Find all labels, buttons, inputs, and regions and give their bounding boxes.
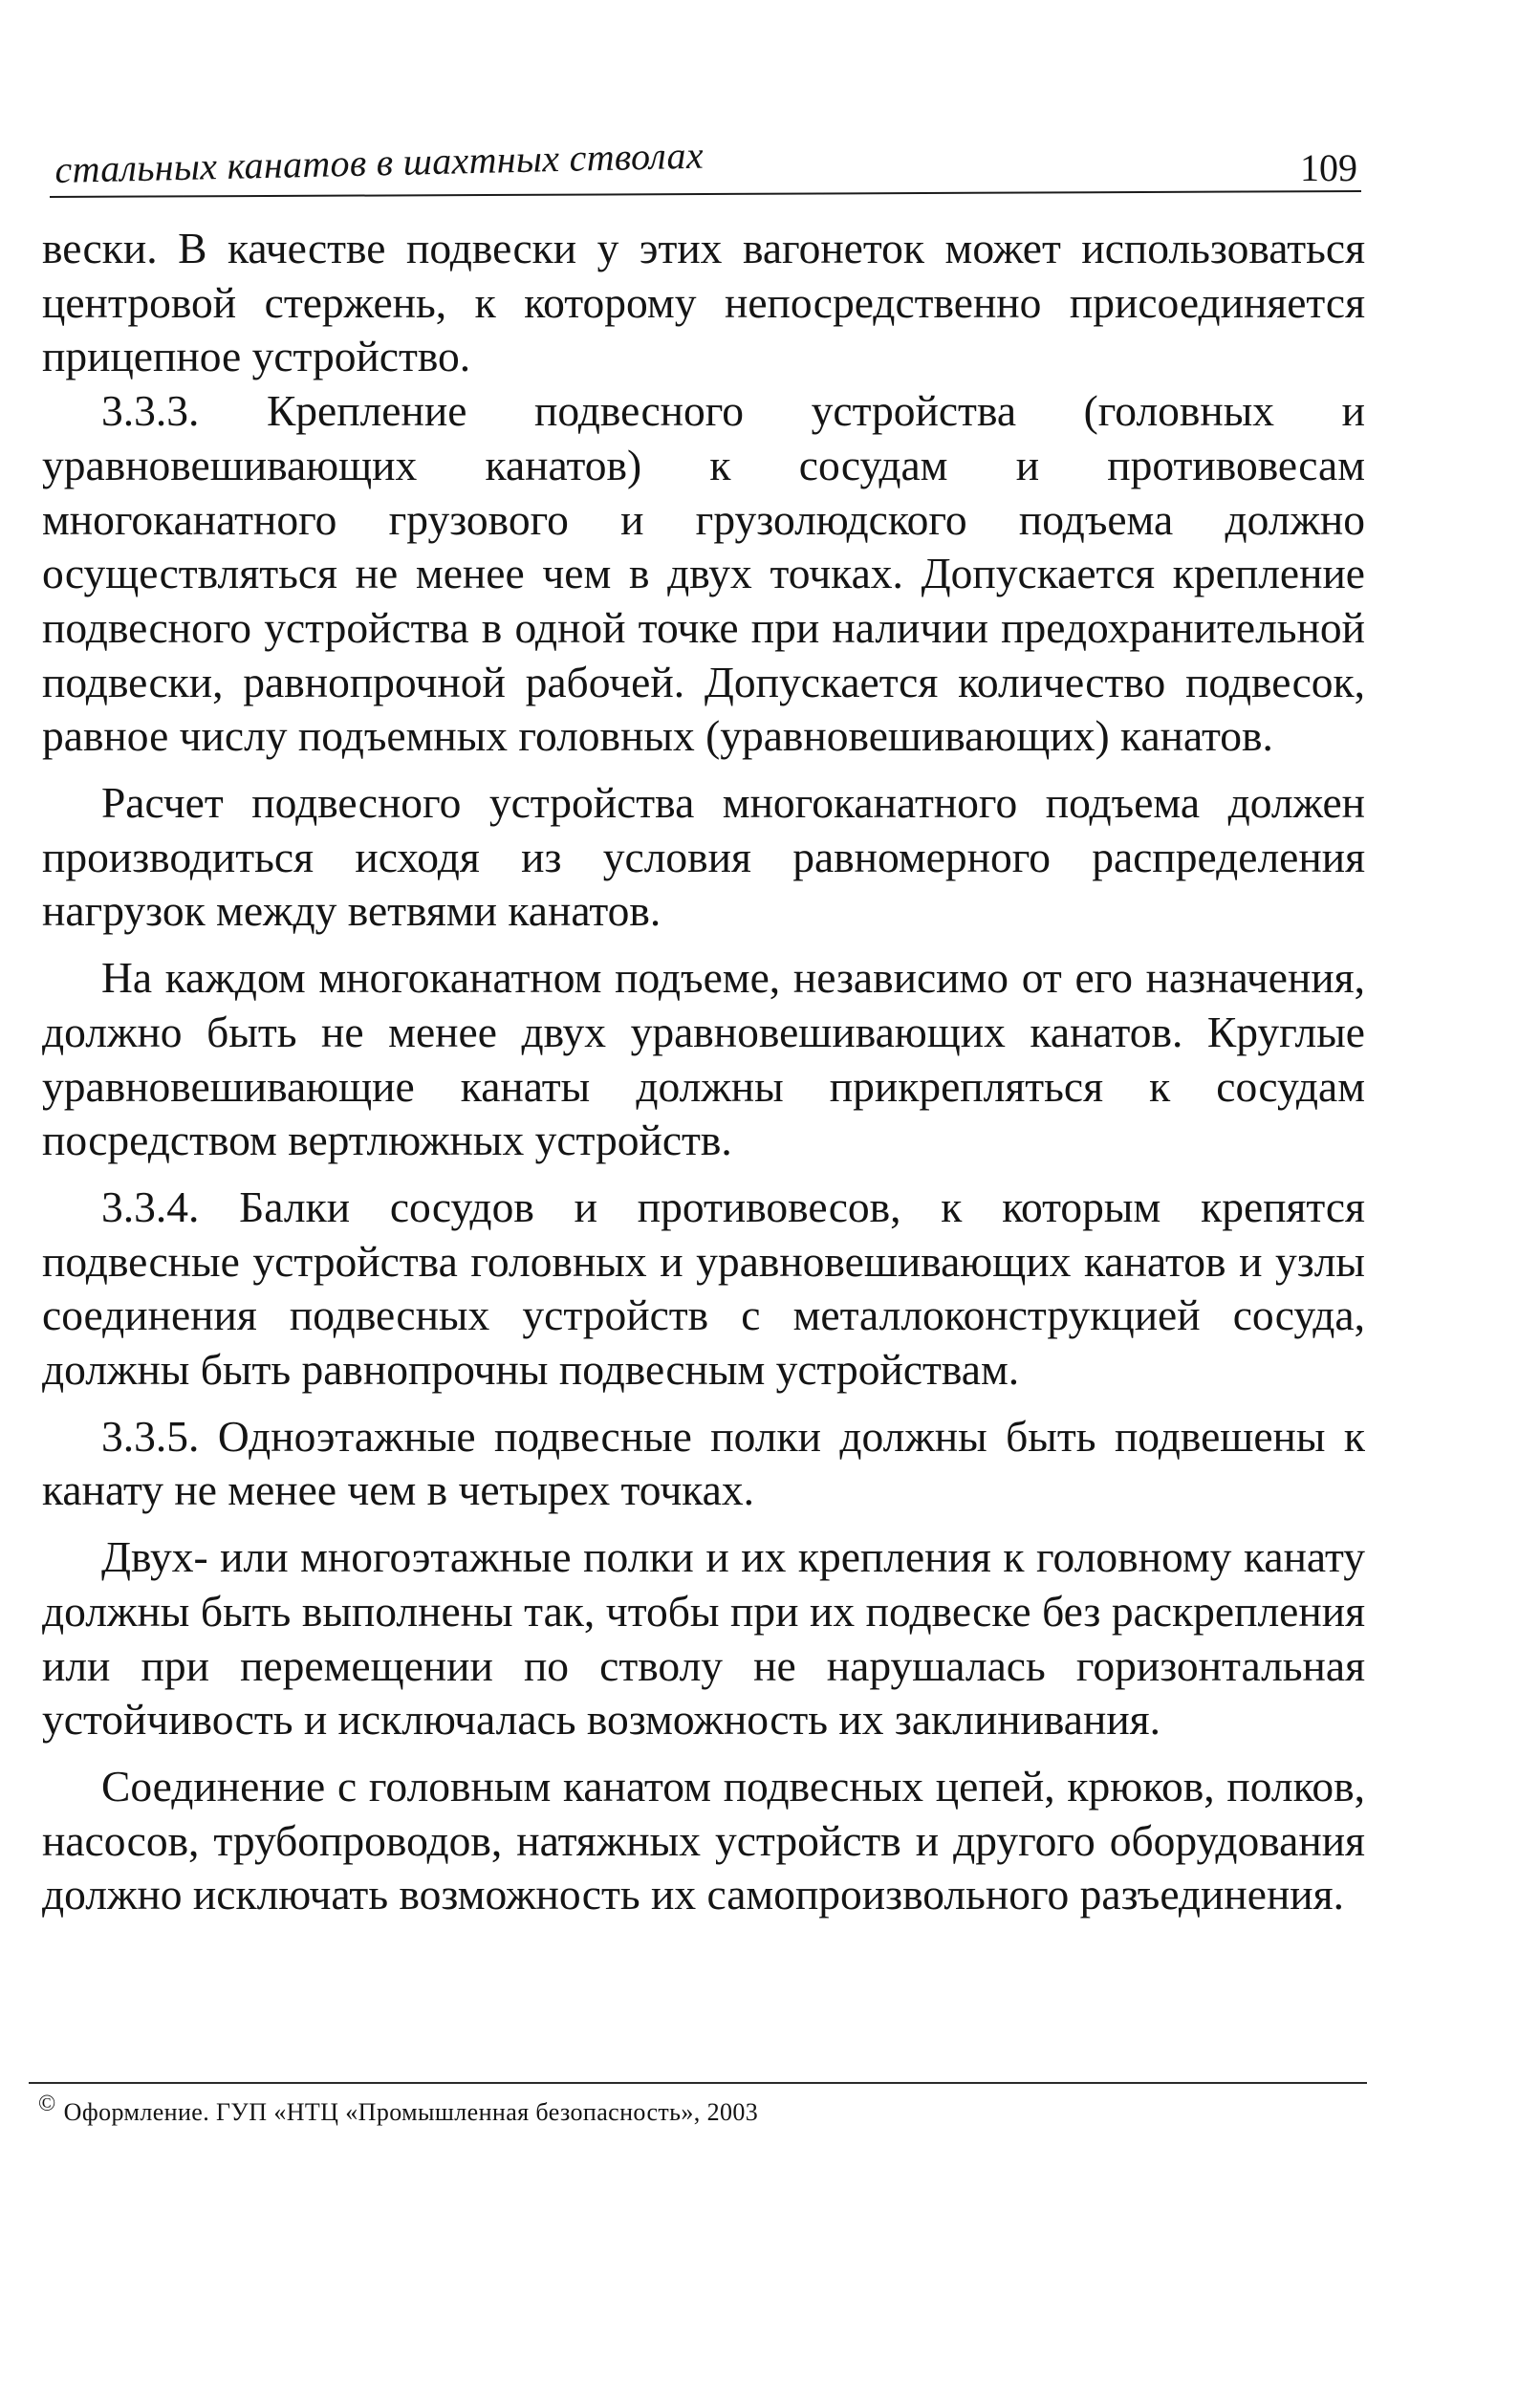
paragraph: Соединение с головным канатом подвесных цепей, крюков, полков, насосов, трубопроводов, натяжных устройств и другого оборудования должно исключать возможность их самопроизвольного разъединения. bbox=[42, 1761, 1365, 1919]
paragraph: 3.3.3. Крепление подвесного устройства (головных и уравновешивающих канатов) к сосудам и противовесам многоканатного грузового и грузолюдского подъема должно осуществляться не менее чем в двух точках. Допускается крепление подвесного устройства в одной точке при наличии предохранительной подвески, равнопрочной рабочей. Допускается количество подвесок, равное числу подъемных головных (уравновешивающих) канатов. bbox=[42, 386, 1365, 761]
paragraph: Двух- или многоэтажные полки и их крепления к головному канату должны быть выполнены так, чтобы при их подвеске без раскрепления или при перемещении по стволу не нарушалась горизонтальная устойчивость и исключалась возможность их заклинивания. bbox=[42, 1532, 1365, 1745]
running-title: стальных канатов в шахтных стволах bbox=[54, 133, 705, 192]
paragraph: вески. В качестве подвески у этих вагонеток может использоваться центровой стержень, к которому непосредственно присоединяется прицепное устройство. bbox=[42, 224, 1365, 381]
running-header bbox=[50, 133, 1361, 197]
paragraph: 3.3.5. Одноэтажные подвесные полки должны быть подвешены к канату не менее чем в четырех точках. bbox=[42, 1411, 1365, 1515]
footer-copyright bbox=[38, 2092, 758, 2127]
page-number: 109 bbox=[1300, 146, 1357, 189]
copyright-symbol: © bbox=[38, 2092, 56, 2116]
paragraph: На каждом многоканатном подъеме, независимо от его назначения, должно быть не менее двух уравновешивающих канатов. Круглые уравновешивающие канаты должны прикрепляться к сосудам посредством вертлюжных устройств. bbox=[42, 953, 1365, 1165]
footer-rule bbox=[29, 2082, 1367, 2084]
body-text bbox=[42, 222, 1365, 1922]
copyright-text: Оформление. ГУП «НТЦ «Промышленная безопасность», 2003 bbox=[63, 2098, 759, 2126]
paragraph: 3.3.4. Балки сосудов и противовесов, к которым крепятся подвесные устройства головных и уравновешивающих канатов и узлы соединения подвесных устройств с металлоконструкцией сосуда, должны быть равнопрочны подвесным устройствам. bbox=[42, 1182, 1365, 1395]
paragraph: Расчет подвесного устройства многоканатного подъема должен производиться исходя из условия равномерного распределения нагрузок между ветвями канатов. bbox=[42, 778, 1365, 936]
